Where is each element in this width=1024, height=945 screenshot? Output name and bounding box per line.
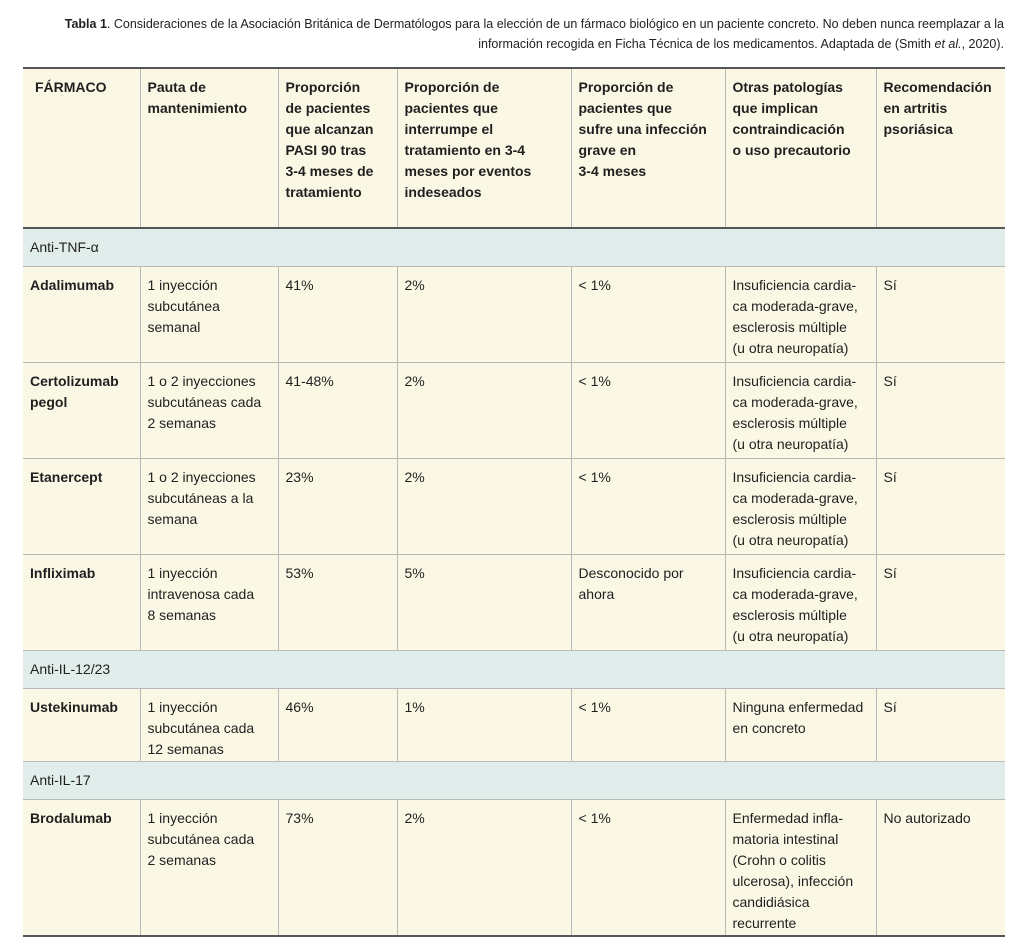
infection-cell: < 1%	[571, 267, 725, 363]
infection-cell: < 1%	[571, 459, 725, 555]
group-label: Anti-IL-17	[23, 762, 1005, 800]
pasi90-cell: 46%	[278, 689, 397, 762]
header-interrupcion: Proporción de pacientes que interrumpe el tratamiento en 3-4 meses por eventos indeseados	[397, 68, 571, 228]
table-row	[23, 689, 1005, 762]
arthritis-cell: Sí	[876, 363, 1005, 459]
contraindications-cell: Ninguna enfermedad en concreto	[725, 689, 876, 762]
header-farmaco: FÁRMACO	[23, 68, 140, 228]
schedule-cell: 1 inyección intravenosa cada 8 semanas	[140, 555, 278, 651]
header-infeccion: Proporción de pacientes que sufre una infección grave en 3-4 meses	[571, 68, 725, 228]
pasi90-cell: 23%	[278, 459, 397, 555]
contraindications-cell: Enfermedad infla- matoria intestinal (Crohn o colitis ulcerosa), infección candidiásica recurrente	[725, 800, 876, 937]
pasi90-cell: 53%	[278, 555, 397, 651]
table-row	[23, 555, 1005, 651]
arthritis-cell: Sí	[876, 267, 1005, 363]
pasi90-cell: 41-48%	[278, 363, 397, 459]
header-contraindicacion: Otras patologías que implican contraindicación o uso precautorio	[725, 68, 876, 228]
schedule-cell: 1 o 2 inyecciones subcutáneas cada 2 semanas	[140, 363, 278, 459]
group-row-anti-il-12-23	[23, 651, 1005, 689]
group-row-anti-il-17	[23, 762, 1005, 800]
arthritis-cell: Sí	[876, 689, 1005, 762]
discontinuation-cell: 2%	[397, 459, 571, 555]
schedule-cell: 1 inyección subcutánea cada 12 semanas	[140, 689, 278, 762]
table-row	[23, 363, 1005, 459]
infection-cell: Desconocido por ahora	[571, 555, 725, 651]
contraindications-cell: Insuficiencia cardia- ca moderada-grave, esclerosis múltiple (u otra neuropatía)	[725, 363, 876, 459]
drug-name: Infliximab	[23, 555, 140, 651]
drug-name: Certolizumab pegol	[23, 363, 140, 459]
group-label: Anti-TNF-α	[23, 228, 1005, 267]
table-caption	[20, 14, 1004, 54]
header-pauta: Pauta de mantenimiento	[140, 68, 278, 228]
discontinuation-cell: 1%	[397, 689, 571, 762]
header-pasi90: Proporción de pacientes que alcanzan PASI 90 tras 3-4 meses de tratamiento	[278, 68, 397, 228]
schedule-cell: 1 inyección subcutánea semanal	[140, 267, 278, 363]
caption-label: Tabla 1	[64, 17, 107, 31]
drug-name: Etanercept	[23, 459, 140, 555]
table-row	[23, 800, 1005, 937]
arthritis-cell: Sí	[876, 555, 1005, 651]
infection-cell: < 1%	[571, 363, 725, 459]
caption-italic: et al.	[934, 37, 962, 51]
table-row	[23, 459, 1005, 555]
group-label: Anti-IL-12/23	[23, 651, 1005, 689]
drug-name: Adalimumab	[23, 267, 140, 363]
schedule-cell: 1 inyección subcutánea cada 2 semanas	[140, 800, 278, 937]
table-row	[23, 267, 1005, 363]
infection-cell: < 1%	[571, 800, 725, 937]
pasi90-cell: 41%	[278, 267, 397, 363]
contraindications-cell: Insuficiencia cardia- ca moderada-grave, esclerosis múltiple (u otra neuropatía)	[725, 267, 876, 363]
discontinuation-cell: 2%	[397, 800, 571, 937]
group-row-anti-tnf	[23, 228, 1005, 267]
discontinuation-cell: 2%	[397, 267, 571, 363]
discontinuation-cell: 2%	[397, 363, 571, 459]
drug-name: Ustekinumab	[23, 689, 140, 762]
header-row	[23, 68, 1005, 228]
pasi90-cell: 73%	[278, 800, 397, 937]
header-artritis: Recomendación en artritis psoriásica	[876, 68, 1005, 228]
caption-text-end: , 2020).	[961, 37, 1004, 51]
drug-name: Brodalumab	[23, 800, 140, 937]
contraindications-cell: Insuficiencia cardia- ca moderada-grave, esclerosis múltiple (u otra neuropatía)	[725, 459, 876, 555]
arthritis-cell: Sí	[876, 459, 1005, 555]
discontinuation-cell: 5%	[397, 555, 571, 651]
caption-text: . Consideraciones de la Asociación Británica de Dermatólogos para la elección de un fármaco biológico en un paciente concreto. No deben nunca reemplazar a la información recogida en Ficha Técnica de los medicamentos. Adaptada de (Smith	[106, 17, 1004, 51]
infection-cell: < 1%	[571, 689, 725, 762]
arthritis-cell: No autorizado	[876, 800, 1005, 937]
biologics-table	[23, 67, 1005, 937]
contraindications-cell: Insuficiencia cardia- ca moderada-grave, esclerosis múltiple (u otra neuropatía)	[725, 555, 876, 651]
schedule-cell: 1 o 2 inyecciones subcutáneas a la semana	[140, 459, 278, 555]
